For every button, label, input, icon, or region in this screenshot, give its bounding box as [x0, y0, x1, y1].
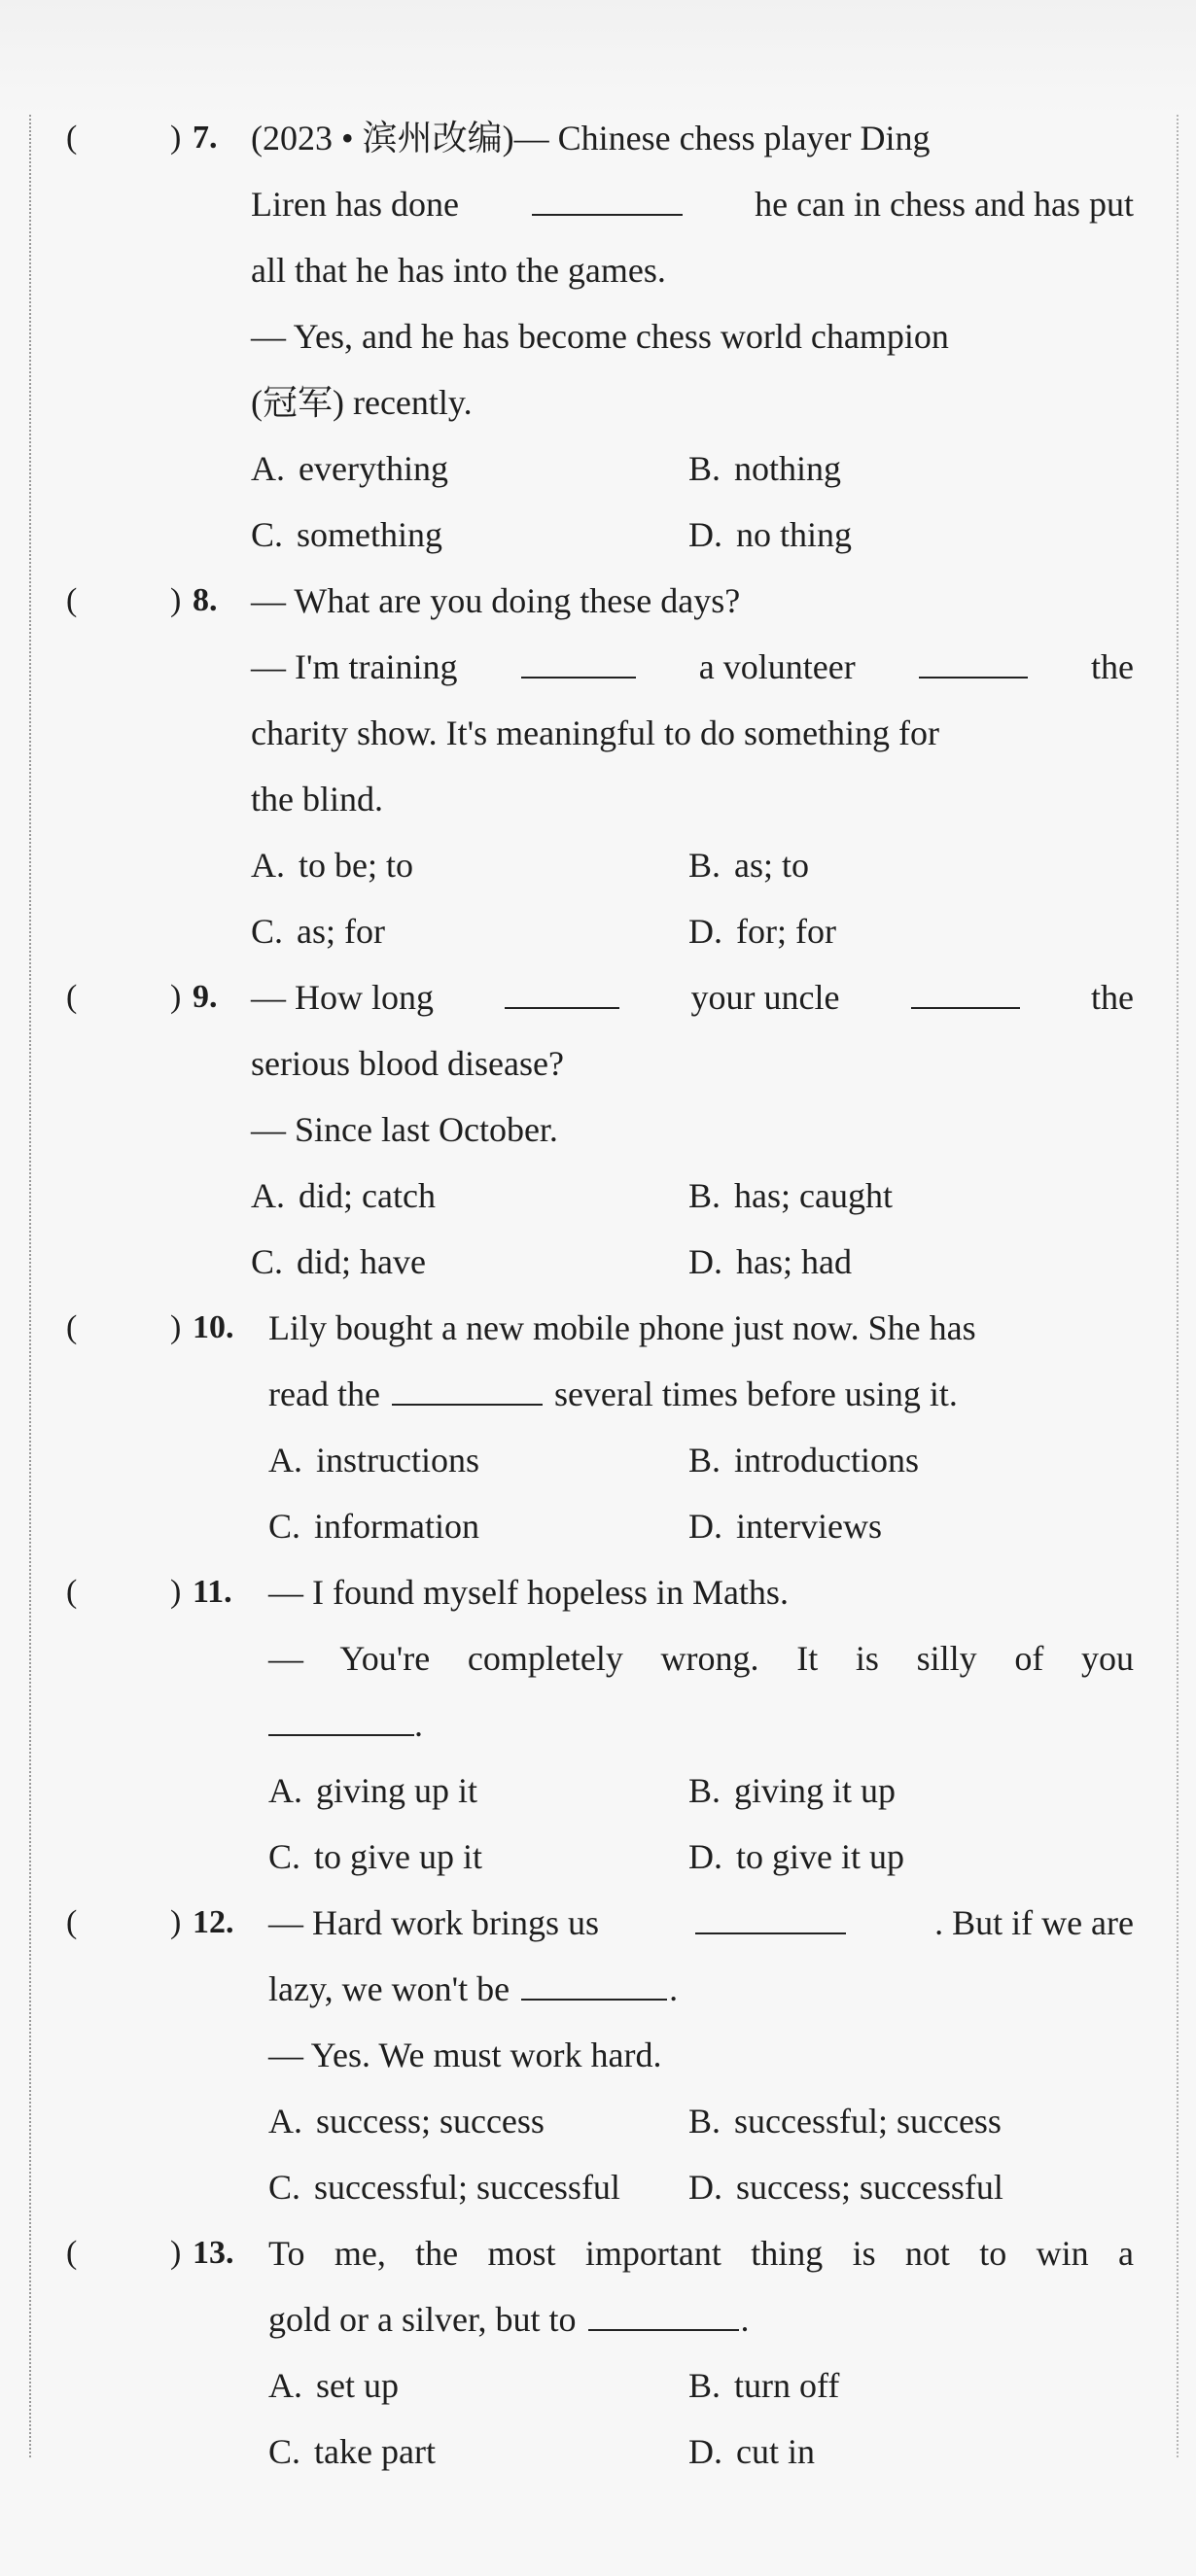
answer-paren-open[interactable]: (: [66, 979, 78, 1015]
question-line: — What are you doing these days?: [251, 581, 741, 620]
answer-blank[interactable]: [588, 2286, 739, 2331]
option-d[interactable]: D. to give it up: [688, 1837, 904, 1876]
option-a[interactable]: A. giving up it: [268, 1771, 478, 1810]
question-line: [251, 171, 1134, 237]
option-a[interactable]: A. set up: [268, 2366, 399, 2405]
question-line: read the several times before using it.: [268, 1361, 958, 1427]
question-number: 7.: [193, 120, 218, 156]
question-number: 13.: [193, 2235, 234, 2271]
option-a[interactable]: A. success; success: [268, 2102, 545, 2141]
answer-blank[interactable]: [392, 1361, 543, 1406]
option-c[interactable]: C. successful; successful: [268, 2168, 620, 2207]
question-number: 9.: [193, 979, 218, 1015]
option-c[interactable]: C. something: [251, 515, 443, 554]
answer-paren-close: ): [170, 1309, 182, 1345]
answer-blank-2[interactable]: [919, 634, 1028, 679]
answer-paren-open[interactable]: (: [66, 582, 78, 618]
question-line: [251, 105, 1134, 171]
question-line: all that he has into the games.: [251, 251, 666, 290]
question-number: 12.: [193, 1904, 234, 1940]
question-line: Lily bought a new mobile phone just now. She has: [268, 1308, 976, 1347]
answer-blank-1[interactable]: [695, 1890, 846, 1934]
option-d[interactable]: D. has; had: [688, 1242, 852, 1281]
question-line: To me, the most important thing is not to win a: [268, 2234, 1134, 2273]
option-c[interactable]: C. take part: [268, 2432, 436, 2471]
question-line: — I'm training a volunteer the: [251, 634, 1134, 700]
answer-blank-1[interactable]: [505, 964, 619, 1009]
question-number: 11.: [193, 1574, 232, 1610]
option-d[interactable]: D. for; for: [688, 912, 836, 951]
answer-blank[interactable]: [268, 1691, 414, 1736]
option-b[interactable]: B. giving it up: [688, 1771, 897, 1810]
question-number: 10.: [193, 1309, 234, 1345]
question-line: — Yes. We must work hard.: [268, 2036, 662, 2074]
option-c[interactable]: C. information: [268, 1507, 479, 1546]
answer-paren-close: ): [170, 2235, 182, 2271]
question-line: — Since last October.: [251, 1110, 558, 1149]
answer-paren-open[interactable]: (: [66, 2235, 78, 2271]
option-d[interactable]: D. no thing: [688, 515, 853, 554]
answer-paren-open[interactable]: (: [66, 1309, 78, 1345]
option-a[interactable]: A. instructions: [268, 1441, 479, 1479]
question-line: — I found myself hopeless in Maths.: [268, 1573, 789, 1612]
option-b[interactable]: B. has; caught: [688, 1176, 893, 1215]
option-a[interactable]: A. to be; to: [251, 846, 413, 885]
option-c[interactable]: C. to give up it: [268, 1837, 483, 1876]
option-b[interactable]: B. introductions: [688, 1441, 919, 1479]
option-d[interactable]: D. cut in: [688, 2432, 815, 2471]
answer-paren-close: ): [170, 979, 182, 1015]
option-b[interactable]: B. successful; success: [688, 2102, 1002, 2141]
answer-blank[interactable]: [532, 171, 683, 216]
question-line: serious blood disease?: [251, 1044, 564, 1083]
answer-blank-2[interactable]: [521, 1956, 667, 2001]
answer-blank-1[interactable]: [521, 634, 636, 679]
option-c[interactable]: C. as; for: [251, 912, 385, 951]
question-line: — You're completely wrong. It is silly of you: [268, 1639, 1134, 1678]
answer-paren-open[interactable]: (: [66, 1904, 78, 1940]
right-margin-dotted-line: [1177, 115, 1178, 2457]
answer-paren-close: ): [170, 582, 182, 618]
answer-paren-open[interactable]: (: [66, 1574, 78, 1610]
option-c[interactable]: C. did; have: [251, 1242, 426, 1281]
question-line: — Yes, and he has become chess world champion: [251, 317, 949, 356]
question-source: (2023 • 滨州改编): [251, 119, 514, 157]
question-line: gold or a silver, but to .: [268, 2286, 750, 2352]
option-b[interactable]: B. as; to: [688, 846, 810, 885]
question-line: the blind.: [251, 780, 383, 818]
left-margin-dotted-line: [29, 115, 31, 2457]
answer-paren-close: ): [170, 1574, 182, 1610]
answer-paren-open[interactable]: (: [66, 120, 78, 156]
question-line: .: [268, 1691, 423, 1758]
question-line: (冠军) recently.: [251, 383, 473, 422]
option-b[interactable]: B. nothing: [688, 449, 842, 488]
answer-blank-2[interactable]: [911, 964, 1020, 1009]
option-d[interactable]: D. interviews: [688, 1507, 882, 1546]
answer-paren-close: ): [170, 120, 182, 156]
question-line: — How long your uncle the: [251, 964, 1134, 1030]
question-text: Liren has done: [251, 185, 459, 224]
question-text: he can in chess and has put: [755, 185, 1134, 224]
question-line: charity show. It's meaningful to do something for: [251, 714, 940, 752]
answer-paren-close: ): [170, 1904, 182, 1940]
question-text: — Chinese chess player Ding: [513, 119, 931, 157]
option-a[interactable]: A. did; catch: [251, 1176, 436, 1215]
option-b[interactable]: B. turn off: [688, 2366, 840, 2405]
question-line: — Hard work brings us . But if we are: [268, 1890, 1134, 1956]
question-line: lazy, we won't be .: [268, 1956, 678, 2022]
option-d[interactable]: D. success; successful: [688, 2168, 1003, 2207]
question-number: 8.: [193, 582, 218, 618]
option-a[interactable]: A. everything: [251, 449, 448, 488]
